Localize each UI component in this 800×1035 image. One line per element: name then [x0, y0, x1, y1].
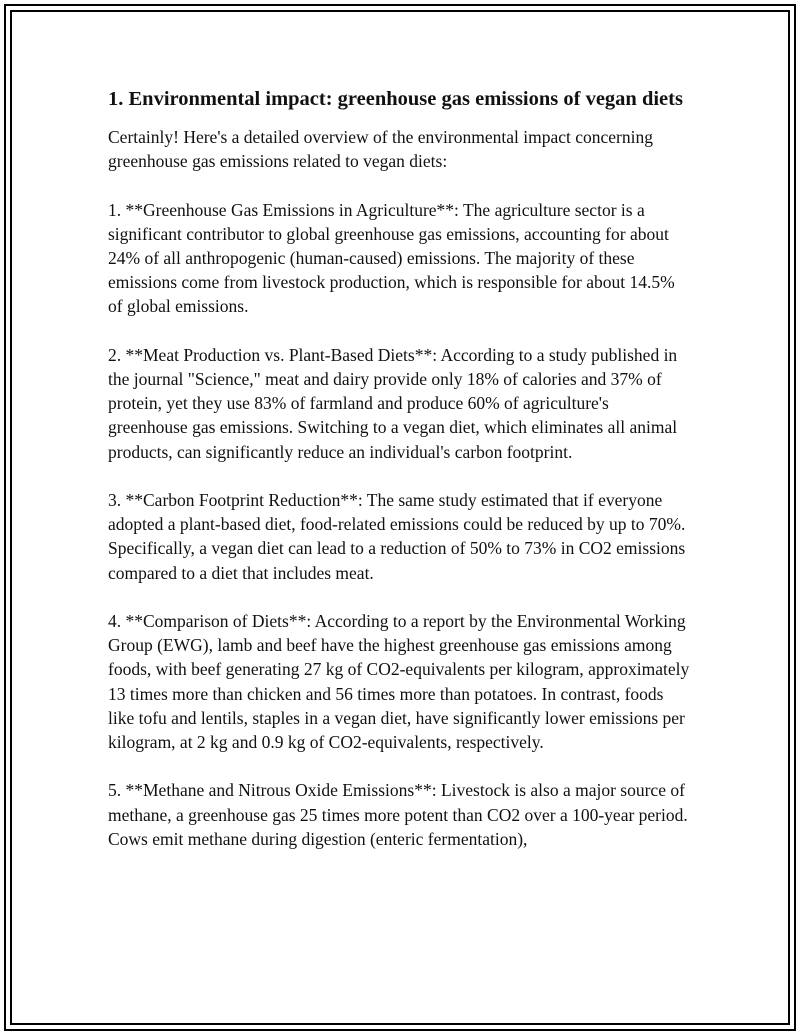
- document-title: 1. Environmental impact: greenhouse gas emissions of vegan diets: [108, 88, 683, 110]
- paragraph-item-1: 1. **Greenhouse Gas Emissions in Agriculture**: The agriculture sector is a significant contributor to global greenhouse gas emissions, accounting for about 24% of all anthropogenic (human-caused) emissions. The majority of these emissions come from livestock production, which is responsible for about 14.5% of global emissions.: [108, 199, 675, 317]
- paragraph-item-5: 5. **Methane and Nitrous Oxide Emissions**: Livestock is also a major source of methane, a greenhouse gas 25 times more potent than CO2 over a 100-year period. Cows emit methane during digestion (enteric fermentation),: [108, 780, 688, 849]
- paragraph-intro: Certainly! Here's a detailed overview of the environmental impact concerning greenhouse gas emissions related to vegan diets:: [108, 127, 653, 172]
- paragraph-item-2: 2. **Meat Production vs. Plant-Based Diets**: According to a study published in the journal "Science," meat and dairy provide only 18% of calories and 37% of protein, yet they use 83% of farmland and produce 60% of agriculture's greenhouse gas emissions. Switching to a vegan diet, which eliminates all animal products, can significantly reduce an individual's carbon footprint.: [108, 344, 678, 462]
- paragraph-item-4: 4. **Comparison of Diets**: According to a report by the Environmental Working Group (EWG), lamb and beef have the highest greenhouse gas emissions among foods, with beef generating 27 kg of CO2-equivalents per kilogram, approximately 13 times more than chicken and 56 times more than potatoes. In contrast, foods like tofu and lentils, staples in a vegan diet, have significantly lower emissions per kilogram, at 2 kg and 0.9 kg of CO2-equivalents, respectively.: [108, 611, 690, 753]
- document-page: [108, 86, 690, 851]
- document-body: [108, 125, 690, 851]
- paragraph-item-3: 3. **Carbon Footprint Reduction**: The same study estimated that if everyone adopted a plant-based diet, food-related emissions could be reduced by up to 70%. Specifically, a vegan diet can lead to a reduction of 50% to 73% in CO2 emissions compared to a diet that includes meat.: [108, 490, 686, 583]
